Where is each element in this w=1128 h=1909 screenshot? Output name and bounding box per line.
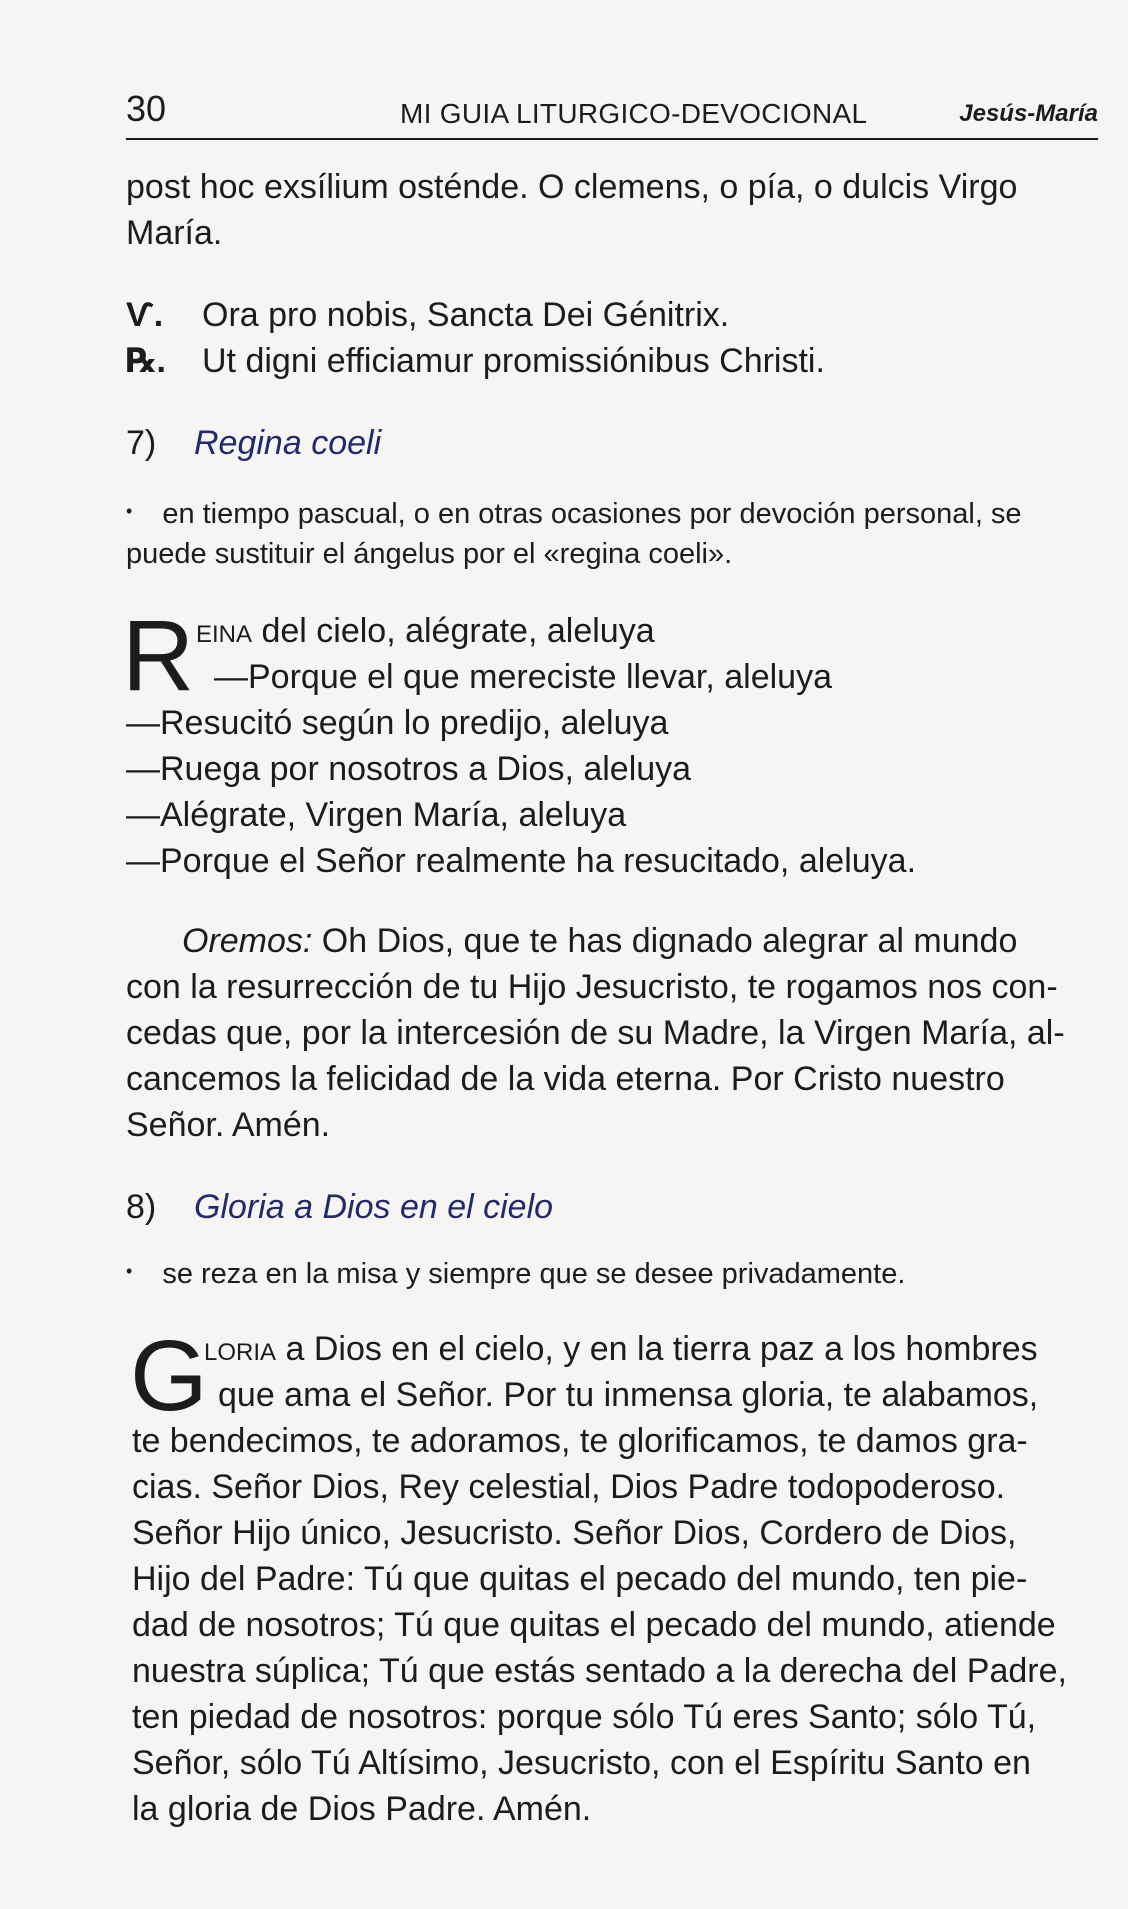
regina-line-3: —Resucitó según lo predijo, aleluya bbox=[126, 704, 669, 742]
regina-line-1-rest: del cielo, alégrate, aleluya bbox=[252, 612, 655, 650]
gloria-line-6: Hijo del Padre: Tú que quitas el pecado del mundo, ten pie- bbox=[132, 1560, 1028, 1598]
section-7-note-line-2: puede sustituir el ángelus por el «regina coeli». bbox=[126, 538, 733, 570]
oremos-line-1 bbox=[182, 918, 1098, 964]
regina-line-4: —Ruega por nosotros a Dios, aleluya bbox=[126, 750, 692, 788]
regina-line-6: —Porque el Señor realmente ha resucitado, aleluya. bbox=[126, 842, 917, 880]
gloria-line-3: te bendecimos, te adoramos, te glorificamos, te damos gra- bbox=[132, 1422, 1028, 1460]
response bbox=[126, 338, 1098, 384]
bullet-icon: • bbox=[126, 501, 133, 521]
intro-line-2: María. bbox=[126, 214, 223, 252]
section-8-note bbox=[126, 1254, 1098, 1297]
gloria-line-7: dad de nosotros; Tú que quitas el pecado del mundo, atiende bbox=[132, 1606, 1056, 1644]
gloria-line-1 bbox=[204, 1326, 1098, 1376]
section-7-note bbox=[126, 494, 1098, 537]
running-subtitle: Jesús-María bbox=[959, 100, 1098, 127]
running-title: MI GUIA LITURGICO-DEVOCIONAL bbox=[400, 98, 868, 129]
section-7-heading bbox=[126, 420, 381, 466]
section-7-note-line-1: en tiempo pascual, o en otras ocasiones por devoción personal, se bbox=[162, 498, 1022, 530]
gloria-line-2: que ama el Señor. Por tu inmensa gloria, te alabamos, bbox=[218, 1376, 1039, 1414]
section-7-title: Regina coeli bbox=[194, 424, 382, 462]
gloria-smallcaps: LORIA bbox=[204, 1339, 277, 1366]
gloria-line-9: ten piedad de nosotros: porque sólo Tú eres Santo; sólo Tú, bbox=[132, 1698, 1037, 1736]
versicle-mark: Ѵ. bbox=[126, 296, 164, 334]
page-header bbox=[126, 86, 1098, 140]
regina-line-5: —Alégrate, Virgen María, aleluya bbox=[126, 796, 627, 834]
bullet-icon: • bbox=[126, 1261, 133, 1281]
regina-line-1 bbox=[196, 608, 1096, 658]
gloria-line-1-rest: a Dios en el cielo, y en la tierra paz a los hombres bbox=[276, 1330, 1038, 1368]
oremos-line-5: Señor. Amén. bbox=[126, 1106, 331, 1144]
regina-smallcaps: EINA bbox=[196, 621, 253, 648]
drop-cap-g: G bbox=[130, 1320, 208, 1432]
gloria-line-10: Señor, sólo Tú Altísimo, Jesucristo, con el Espíritu Santo en bbox=[132, 1744, 1031, 1782]
oremos-line-2: con la resurrección de tu Hijo Jesucristo, te rogamos nos con- bbox=[126, 968, 1058, 1006]
oremos-line-4: cancemos la felicidad de la vida eterna. Por Cristo nuestro bbox=[126, 1060, 1005, 1098]
drop-cap-r: R bbox=[122, 600, 195, 712]
response-text: Ut digni efficiamur promissiónibus Christi. bbox=[202, 342, 825, 380]
gloria-line-5: Señor Hijo único, Jesucristo. Señor Dios, Cordero de Dios, bbox=[132, 1514, 1017, 1552]
oremos-line-3: cedas que, por la intercesión de su Madre, la Virgen María, al- bbox=[126, 1014, 1065, 1052]
intro-line-1: post hoc exsílium osténde. O clemens, o pía, o dulcis Virgo bbox=[126, 168, 1018, 206]
versicle-text: Ora pro nobis, Sancta Dei Génitrix. bbox=[202, 296, 730, 334]
oremos-line-1-rest: Oh Dios, que te has dignado alegrar al mundo bbox=[312, 922, 1018, 960]
gloria-line-8: nuestra súplica; Tú que estás sentado a la derecha del Padre, bbox=[132, 1652, 1067, 1690]
page-number: 30 bbox=[126, 88, 167, 129]
section-7-number: 7) bbox=[126, 424, 157, 462]
gloria-line-4: cias. Señor Dios, Rey celestial, Dios Padre todopoderoso. bbox=[132, 1468, 1006, 1506]
oremos-label: Oremos: bbox=[182, 922, 313, 960]
section-8-title: Gloria a Dios en el cielo bbox=[194, 1188, 554, 1226]
versicle bbox=[126, 292, 1098, 338]
response-mark: ℞. bbox=[126, 342, 166, 380]
section-8-note-text: se reza en la misa y siempre que se desee privadamente. bbox=[162, 1258, 906, 1290]
section-8-number: 8) bbox=[126, 1188, 157, 1226]
section-8-heading bbox=[126, 1184, 553, 1230]
gloria-line-11: la gloria de Dios Padre. Amén. bbox=[132, 1790, 592, 1828]
regina-line-2: —Porque el que mereciste llevar, aleluya bbox=[214, 658, 832, 696]
